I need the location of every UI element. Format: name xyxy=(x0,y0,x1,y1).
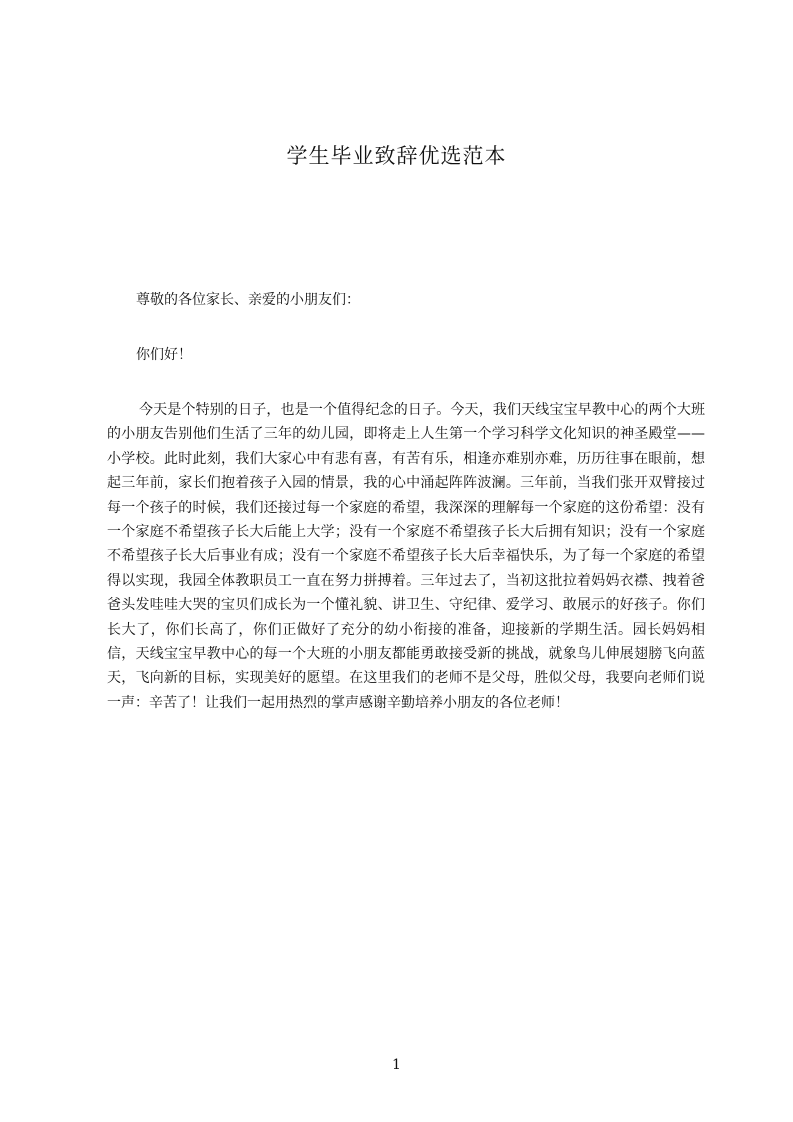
page-number: 1 xyxy=(392,1057,401,1073)
salutation: 尊敬的各位家长、亲爱的小朋友们： xyxy=(136,292,360,308)
greeting: 你们好！ xyxy=(136,347,192,363)
page-title: 学生毕业致辞优选范本 xyxy=(286,144,507,168)
body-paragraph: 今天是个特别的日子，也是一个值得纪念的日子。今天，我们天线宝宝早教中心的两个大班的小朋友告别他们生活了三年的幼儿园，即将走上人生第一个学习科学文化知识的神圣殿堂——小学校。此时此刻，我们大家心中有悲有喜，有苦有乐，相逢亦难别亦难，历历往事在眼前，想起三年前，家长们抱着孩子入园的情景，我的心中涌起阵阵波澜。三年前，当我们张开双臂接过每一个孩子的时候，我们还接过每一个家庭的希望，我深深的理解每一个家庭的这份希望：没有一个家庭不希望孩子长大后能上大学；没有一个家庭不希望孩子长大后拥有知识；没有一个家庭不希望孩子长大后事业有成；没有一个家庭不希望孩子长大后幸福快乐，为了每一个家庭的希望得以实现，我园全体教职员工一直在努力拼搏着。三年过去了，当初这批拉着妈妈衣襟、拽着爸爸头发哇哇大哭的宝贝们成长为一个懂礼貌、讲卫生、守纪律、爱学习、敢展示的好孩子。你们长大了，你们长高了，你们正做好了充分的幼小衔接的准备，迎接新的学期生活。园长妈妈相信，天线宝宝早教中心的每一个大班的小朋友都能勇敢接受新的挑战，就象鸟儿伸展翅膀飞向蓝天，飞向新的目标，实现美好的愿望。在这里我们的老师不是父母，胜似父母，我要向老师们说一声：辛苦了！让我们一起用热烈的掌声感谢辛勤培养小朋友的各位老师！ xyxy=(107,402,705,711)
